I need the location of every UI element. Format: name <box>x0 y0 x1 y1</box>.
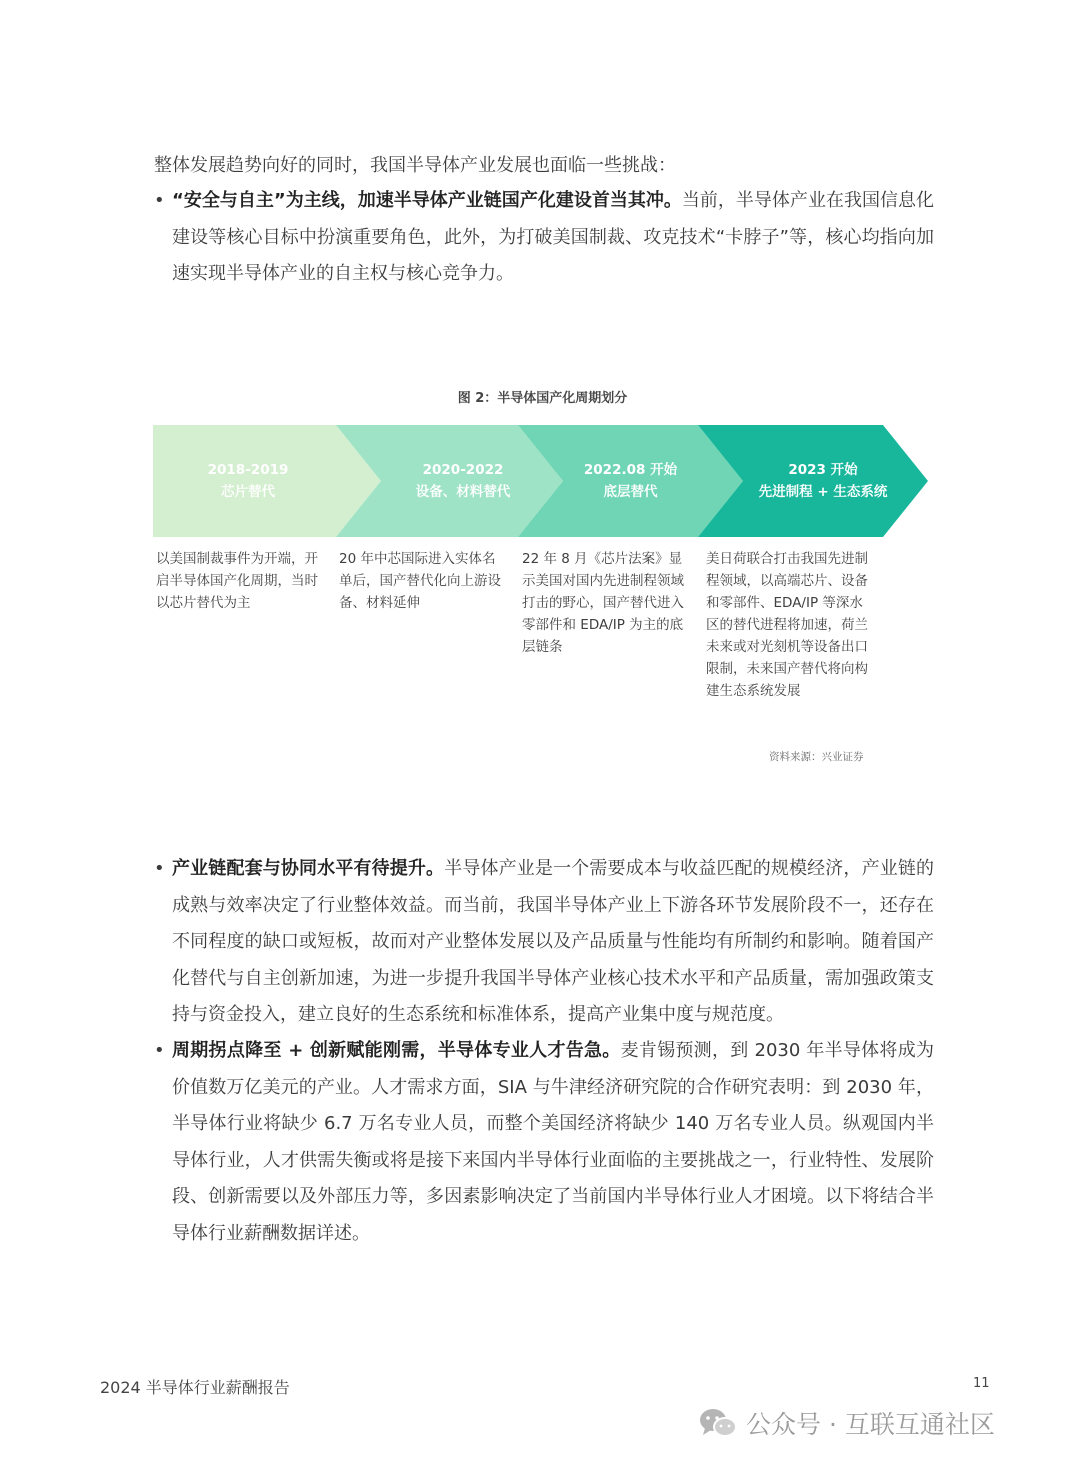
stage-desc-3: 22 年 8 月《芯片法案》显示美国对国内先进制程领域打击的野心，国产替代进入零部件和 EDA/IP 为主的底层链条 <box>522 551 684 655</box>
stage-name: 设备、材料替代 <box>415 484 511 500</box>
wechat-icon <box>698 1406 738 1440</box>
stage-desc-2: 20 年中芯国际进入实体名单后，国产替代化向上游设备、材料延伸 <box>339 551 501 611</box>
stage-period: 2020-2022 <box>422 462 504 478</box>
bullet-body: 当前，半导体产业在我国信息化建设等核心目标中扮演重要角色，此外，为打破美国制裁、攻克技术“卡脖子”等，核心均指向加速实现半导体产业的自主权与核心竞争力。 <box>172 190 934 285</box>
stage-period: 2022.08 开始 <box>583 462 678 478</box>
intro-text: 整体发展趋势向好的同时，我国半导体产业发展也面临一些挑战： <box>154 155 676 176</box>
stage-name: 底层替代 <box>603 484 658 500</box>
stage-label-2 <box>368 425 558 537</box>
stage-period: 2023 开始 <box>788 462 858 478</box>
footer-title: 2024 半导体行业薪酬报告 <box>100 1378 290 1397</box>
stage-desc-1: 以美国制裁事件为开端，开启半导体国产化周期，当时以芯片替代为主 <box>156 551 318 611</box>
bullet-item <box>154 183 934 293</box>
timeline <box>153 425 928 537</box>
figure-title: 图 2：半导体国产化周期划分 <box>457 391 628 406</box>
stage-label-1 <box>153 425 343 537</box>
bullet-item <box>154 1033 934 1253</box>
page-number: 11 <box>973 1376 990 1391</box>
stage-label-3 <box>543 425 718 537</box>
stage-desc-4: 美日荷联合打击我国先进制程领域，以高端芯片、设备和零部件、EDA/IP 等深水区的替代进程将加速，荷兰未来或对光刻机等设备出口限制，未来国产替代将向构建生态系统发展 <box>706 551 868 699</box>
bullet-heading: 产业链配套与协同水平有待提升。 <box>172 858 445 879</box>
figure-source: 资料来源：兴业证券 <box>769 751 864 763</box>
bullet-dot: • <box>154 858 165 879</box>
bullet-dot: • <box>154 190 165 211</box>
watermark <box>698 1403 995 1443</box>
bullet-heading: 周期拐点降至 + 创新赋能刚需，半导体专业人才告急。 <box>172 1040 621 1061</box>
bullet-heading: “安全与自主”为主线，加速半导体产业链国产化建设首当其冲。 <box>172 190 682 211</box>
stage-label-4 <box>733 425 913 537</box>
stage-period: 2018-2019 <box>207 462 289 478</box>
watermark-text: 公众号 · 互联互通社区 <box>746 1410 995 1439</box>
stage-name: 先进制程 + 生态系统 <box>758 484 888 500</box>
stage-name: 芯片替代 <box>221 484 275 500</box>
bullet-body: 麦肯锡预测，到 2030 年半导体将成为价值数万亿美元的产业。人才需求方面，SIA 与牛津经济研究院的合作研究表明：到 2030 年，半导体行业将缺少 6.7 万名专业人员，而整个美国经济将缺少 140 万名专业人员。纵观国内半导体行业，人才供需失衡或将是接下来国内半导体行业面临的主要挑战之一，行业特性、发展阶段、创新需要以及外部压力等，多因素影响决定了当前国内半导体行业人才困境。以下将结合半导体行业薪酬数据详述。 <box>172 1040 934 1244</box>
bullet-dot: • <box>154 1040 165 1061</box>
bullet-body: 半导体产业是一个需要成本与收益匹配的规模经济，产业链的成熟与效率决定了行业整体效益。而当前，我国半导体产业上下游各环节发展阶段不一，还存在不同程度的缺口或短板，故而对产业整体发展以及产品质量与性能均有所制约和影响。随着国产化替代与自主创新加速，为进一步提升我国半导体产业核心技术水平和产品质量，需加强政策支持与资金投入，建立良好的生态系统和标准体系，提高产业集中度与规范度。 <box>172 858 935 1026</box>
bullet-item <box>154 851 934 1034</box>
